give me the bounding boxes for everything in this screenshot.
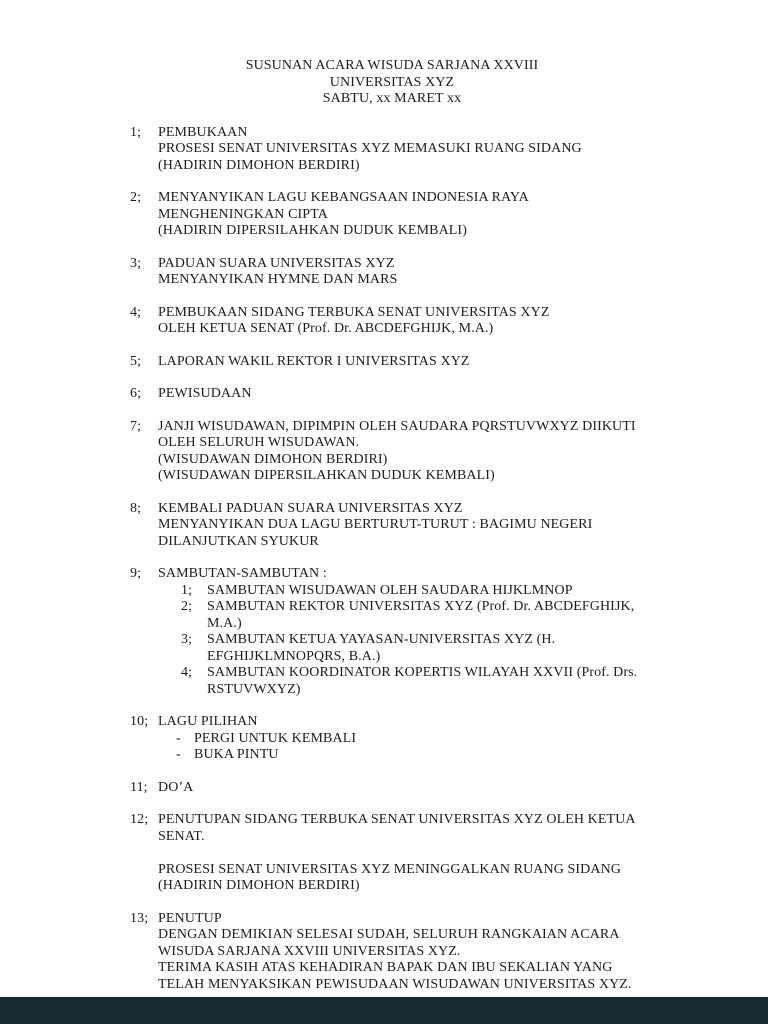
subitem-text: SAMBUTAN KOORDINATOR KOPERTIS WILAYAH XXVII (Prof. Drs. RSTUVWXYZ) — [207, 665, 638, 697]
item-body — [158, 501, 672, 551]
item-line: PEMBUKAAN — [158, 124, 248, 140]
agenda-item — [130, 305, 672, 338]
agenda-subitem — [181, 583, 672, 600]
item-line: MENYANYIKAN HYMNE DAN MARS — [158, 272, 398, 287]
bullet-text: BUKA PINTU — [194, 747, 279, 762]
item-body — [158, 566, 672, 698]
item-body — [158, 714, 672, 764]
item-line: LAPORAN WAKIL REKTOR I UNIVERSITAS XYZ — [158, 353, 470, 369]
item-body — [158, 911, 672, 994]
item-line: PEMBUKAAN SIDANG TERBUKA SENAT UNIVERSITAS XYZ — [158, 304, 550, 320]
item-line: MENGHENINGKAN CIPTA — [158, 206, 328, 222]
agenda-item — [130, 125, 672, 175]
item-number: 2; — [130, 190, 142, 205]
agenda-subitem — [181, 665, 672, 698]
item-body — [158, 780, 672, 797]
item-line: (WISUDAWAN DIMOHON BERDIRI) — [158, 451, 388, 467]
agenda-subitem — [181, 599, 672, 632]
item-body — [158, 256, 672, 289]
item-line: PADUAN SUARA UNIVERSITAS XYZ — [158, 255, 395, 271]
agenda-item — [130, 911, 672, 994]
item-line: TERIMA KASIH ATAS KEHADIRAN BAPAK DAN IBU SEKALIAN YANG — [158, 960, 613, 975]
item-line: DENGAN DEMIKIAN SELESAI SUDAH, SELURUH RANGKAIAN ACARA — [158, 927, 620, 942]
item-line: (HADIRIN DIPERSILAHKAN DUDUK KEMBALI) — [158, 223, 467, 238]
item-line: LAGU PILIHAN — [158, 714, 258, 729]
item-line: (WISUDAWAN DIPERSILAHKAN DUDUK KEMBALI) — [158, 468, 495, 483]
title-line-1: SUSUNAN ACARA WISUDA SARJANA XXVIII — [245, 58, 539, 73]
agenda-item — [130, 780, 672, 797]
item-line: MENYANYIKAN LAGU KEBANGSAAN INDONESIA RAYA — [158, 190, 529, 205]
item-line: JANJI WISUDAWAN, DIPIMPIN OLEH SAUDARA PQRSTUVWXYZ DIIKUTI — [158, 418, 636, 434]
subitem-number: 4; — [181, 665, 193, 680]
title-line-3: SABTU, xx MARET xx — [322, 91, 462, 106]
bullet-dash: - — [176, 747, 181, 762]
item-body — [158, 812, 672, 895]
subitem-text: SAMBUTAN REKTOR UNIVERSITAS XYZ (Prof. Dr. ABCDEFGHIJK, M.A.) — [207, 599, 635, 631]
agenda-item — [130, 256, 672, 289]
bullet-item — [172, 747, 672, 764]
item-line: SENAT. — [158, 828, 205, 844]
item-number: 5; — [130, 353, 142, 369]
item-body — [158, 354, 672, 371]
agenda-item — [130, 419, 672, 485]
agenda-item — [130, 714, 672, 764]
item-line: (HADIRIN DIMOHON BERDIRI) — [158, 878, 360, 893]
agenda-item — [130, 566, 672, 698]
item-number: 12; — [130, 812, 149, 827]
subitem-text: SAMBUTAN WISUDAWAN OLEH SAUDARA HIJKLMNOP — [207, 582, 573, 598]
item-body — [158, 419, 672, 485]
title-line-2: UNIVERSITAS XYZ — [329, 74, 455, 90]
subitem-text: SAMBUTAN KETUA YAYASAN-UNIVERSITAS XYZ (H. EFGHIJKLMNOPQRS, B.A.) — [207, 632, 556, 664]
bullet-text: PERGI UNTUK KEMBALI — [194, 730, 357, 746]
item-number: 10; — [130, 714, 149, 729]
item-number: 11; — [130, 779, 148, 795]
item-number: 9; — [130, 566, 142, 581]
item-number: 6; — [130, 386, 142, 401]
viewer-footer-bar — [0, 997, 768, 1024]
item-number: 7; — [130, 418, 142, 434]
item-line: PROSESI SENAT UNIVERSITAS XYZ MEMASUKI RUANG SIDANG — [158, 141, 582, 156]
item-line: DO’A — [158, 779, 194, 795]
item-body — [158, 125, 672, 175]
item-number: 1; — [130, 124, 142, 140]
item-body — [158, 190, 672, 240]
agenda-item — [130, 812, 672, 895]
item-line: PENUTUP — [158, 910, 222, 926]
agenda-list — [130, 125, 672, 994]
item-line: (HADIRIN DIMOHON BERDIRI) — [158, 157, 360, 173]
item-line: MENYANYIKAN DUA LAGU BERTURUT-TURUT : BAGIMU NEGERI — [158, 517, 593, 532]
subitem-number: 2; — [181, 599, 193, 614]
item-number: 8; — [130, 500, 142, 516]
item-number: 4; — [130, 304, 142, 320]
agenda-item — [130, 386, 672, 403]
item-line: DILANJUTKAN SYUKUR — [158, 533, 319, 549]
item-line: KEMBALI PADUAN SUARA UNIVERSITAS XYZ — [158, 500, 463, 516]
item-line: PENUTUPAN SIDANG TERBUKA SENAT UNIVERSITAS XYZ OLEH KETUA — [158, 812, 636, 827]
agenda-item — [130, 190, 672, 240]
item-body — [158, 386, 672, 403]
item-line: OLEH KETUA SENAT (Prof. Dr. ABCDEFGHIJK, M.A.) — [158, 321, 494, 336]
agenda-subitem — [181, 632, 672, 665]
item-number: 3; — [130, 255, 142, 271]
item-line: OLEH SELURUH WISUDAWAN. — [158, 435, 360, 450]
document-title — [112, 58, 672, 108]
item-number: 13; — [130, 910, 149, 926]
bullet-item — [172, 731, 672, 748]
item-line — [158, 845, 672, 862]
item-line: PROSESI SENAT UNIVERSITAS XYZ MENINGGALKAN RUANG SIDANG — [158, 861, 622, 877]
subitem-number: 1; — [181, 582, 193, 598]
item-line: WISUDA SARJANA XXVIII UNIVERSITAS XYZ. — [158, 943, 461, 959]
agenda-item — [130, 501, 672, 551]
item-line: PEWISUDAAN — [158, 386, 252, 401]
agenda-item — [130, 354, 672, 371]
subitem-number: 3; — [181, 632, 193, 647]
bullet-dash: - — [176, 730, 181, 746]
item-line: TELAH MENYAKSIKAN PEWISUDAAN WISUDAWAN UNIVERSITAS XYZ. — [158, 976, 632, 992]
item-body — [158, 305, 672, 338]
item-line: SAMBUTAN-SAMBUTAN : — [158, 566, 327, 581]
